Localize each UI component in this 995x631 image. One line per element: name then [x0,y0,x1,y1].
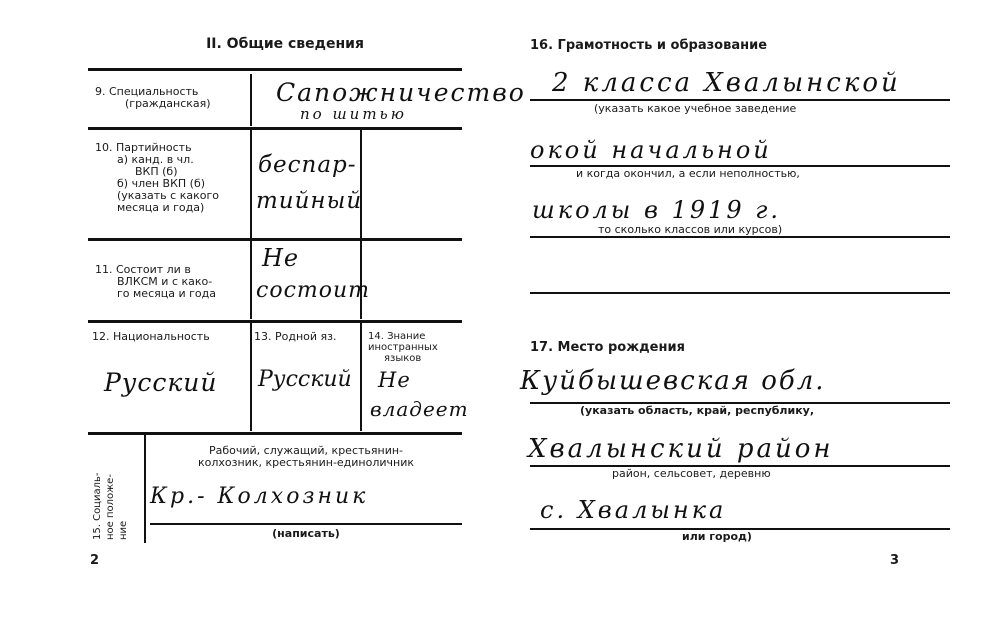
field16-line1-value: 2 класса Хвалынской [552,68,901,98]
field12-label: 12. Национальность [92,330,210,343]
field16-title: 16. Грамотность и образование [530,38,768,53]
field17-line1-value: Куйбышевская обл. [520,366,826,396]
table-top-border [88,68,462,71]
field9-value-line2: по шитью [300,105,407,123]
field15-divider [144,435,146,543]
row9-bottom-border [88,127,462,130]
field14-value-line2: владеет [370,397,469,421]
field12-value: Русский [104,368,218,397]
field14-label: 14. Знание иностранных языков [368,331,438,364]
field16-line2-hint: и когда окончил, а если неполностью, [576,167,800,180]
field17-line2-value: Хвалынский район [528,434,834,464]
right-page-number: 3 [890,553,900,568]
field13-label: 13. Родной яз. [254,330,337,343]
field13-value: Русский [258,367,352,392]
field14-value-line1: Не [378,368,411,392]
field11-divider [250,241,252,319]
field16-line3-value: школы в 1919 г. [532,196,782,224]
field16-extra-line [530,292,950,294]
field17-line3-hint: или город) [682,530,752,543]
field16-line1-hint: (указать какое учебное заведение [594,102,797,115]
field11-value-line2: состоит [256,278,371,303]
field15-value-underline [150,523,462,525]
field16-line3-underline [530,236,950,238]
field15-side-label: 15. Социаль- ное положе- ние [92,472,129,540]
row11-bottom-border [88,320,462,323]
section-title: II. Общие сведения [206,36,364,52]
field15-hint: (написать) [272,527,340,540]
row10-bottom-border [88,238,462,241]
field11-value-line1: Не [262,244,300,272]
field17-title: 17. Место рождения [530,340,685,355]
left-page-number: 2 [90,553,100,568]
field9-label: 9. Специальность (гражданская) [95,85,211,110]
field10-divider-right [360,130,362,238]
field12-divider [250,323,252,431]
field10-value-line1: беспар- [258,152,357,178]
field16-line1-underline [530,99,950,101]
field10-divider [250,130,252,238]
field11-label: 11. Состоит ли в ВЛКСМ и с како- го месяца и года [95,263,216,300]
field13-divider [360,323,362,431]
field10-value-line2: тийный [256,188,363,214]
field17-line3-value: с. Хвалынка [540,496,727,524]
field15-options: Рабочий, служащий, крестьянин- колхозник, крестьянин-единоличник [197,444,415,469]
field17-line2-hint: район, сельсовет, деревню [612,467,771,480]
field9-value-line1: Сапожничество [276,78,526,107]
field16-line3-hint: то сколько классов или курсов) [598,223,783,236]
field15-value: Кр.- Колхозник [150,484,369,509]
field16-line2-value: окой начальной [530,136,772,164]
field17-line1-hint: (указать область, край, республику, [580,404,815,417]
field9-divider [250,74,252,126]
field10-label: 10. Партийность а) канд. в чл. ВКП (б) б) член ВКП (б) (указать с какого месяца и года) [95,141,219,214]
